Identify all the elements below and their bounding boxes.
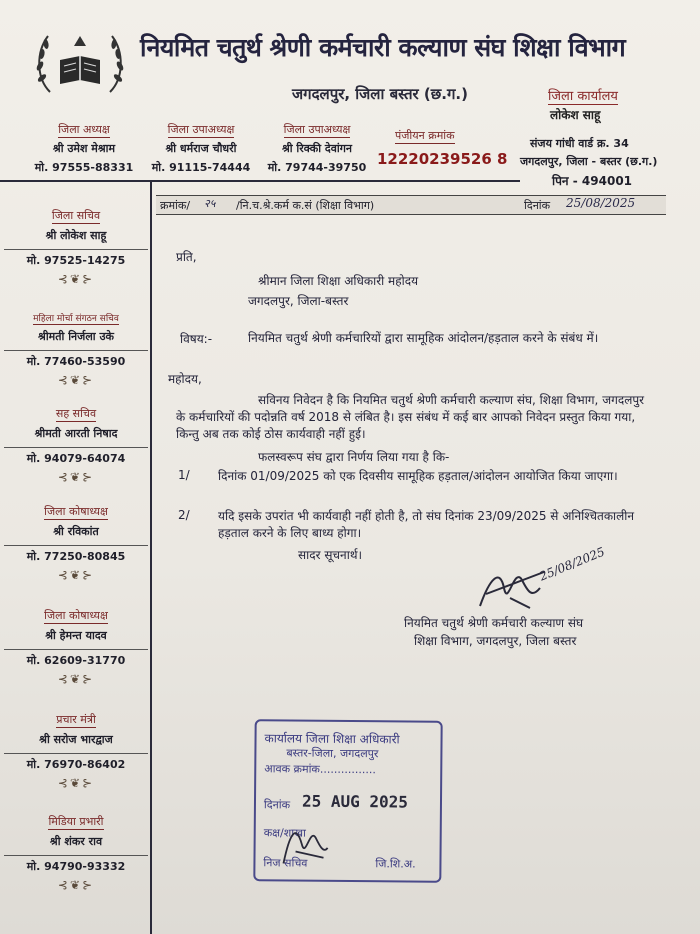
stamp-office: कार्यालय जिला शिक्षा अधिकारी <box>264 731 400 747</box>
point-2-text: यदि इसके उपरांत भी कार्यवाही नहीं होती है, तो संघ दिनांक 23/09/2025 से अनिश्चितकालीन हड़ताल करने के लिए बाध्य होगा। <box>218 509 635 540</box>
signatory-line-2: शिक्षा विभाग, जगदलपुर, जिला बस्तर <box>414 634 577 648</box>
subject-label: विषय:- <box>180 332 213 346</box>
stamp-deo: जि.शि.अ. <box>375 857 416 871</box>
officer-phone: मो. 91115-74444 <box>151 161 251 174</box>
reference-bar <box>156 195 666 215</box>
to-label: प्रति, <box>176 250 197 264</box>
side-officer-treasurer-2 <box>4 604 148 686</box>
officer-name: श्री रिक्की देवांगन <box>281 142 353 155</box>
officer-role: महिला मोर्चा संगठन सचिव <box>33 311 119 325</box>
officer-phone: मो. 79744-39750 <box>267 161 367 174</box>
stamp-location: बस्तर-जिला, जगदलपुर <box>286 746 379 761</box>
header-divider <box>0 180 520 182</box>
stamp-date: 25 AUG 2025 <box>301 791 409 812</box>
office-pin: पिन - 494001 <box>552 174 633 188</box>
officer-role: प्रचार मंत्री <box>56 713 96 726</box>
salutation: महोदय, <box>168 372 202 386</box>
point-1-text: दिनांक 01/09/2025 को एक दिवसीय सामूहिक हड़ताल/आंदोलन आयोजित किया जाएगा। <box>218 469 618 483</box>
reference-label: क्रमांक/ <box>160 199 191 212</box>
officer-vice-president-2 <box>258 118 376 175</box>
officer-name: श्री धर्मराज चौधरी <box>165 142 237 155</box>
recipient: श्रीमान जिला शिक्षा अधिकारी महोदय <box>258 274 419 288</box>
subject-text: नियमित चतुर्थ श्रेणी कर्मचारियों द्वारा सामूहिक आंदोलन/हड़ताल करने के संबंध में। <box>248 331 599 345</box>
officer-name: श्रीमती निर्जला उके <box>38 330 114 343</box>
office-heading: जिला कार्यालय <box>548 86 618 105</box>
officer-phone: मो. 94079-64074 <box>4 447 148 466</box>
signatory-line-1: नियमित चतुर्थ श्रेणी कर्मचारी कल्याण संघ <box>404 616 584 630</box>
office-address-line-2: जगदलपुर, जिला - बस्तर (छ.ग.) <box>520 155 658 168</box>
ornament-divider: ⊰❦⊱ <box>57 568 95 582</box>
officer-name: श्री रविकांत <box>53 525 99 538</box>
office-name: लोकेश साहू <box>550 108 601 122</box>
ornament-divider: ⊰❦⊱ <box>57 373 95 387</box>
reference-number: २५ <box>204 197 216 210</box>
officer-name: श्रीमती आरती निषाद <box>34 427 118 440</box>
officer-name: श्री उमेश मेश्राम <box>52 142 116 155</box>
ornament-divider: ⊰❦⊱ <box>57 470 95 484</box>
officer-role: जिला कोषाध्यक्ष <box>44 609 108 622</box>
ornament-divider: ⊰❦⊱ <box>57 272 95 286</box>
recipient-address: जगदलपुर, जिला-बस्तर <box>248 294 349 308</box>
officer-role: सह सचिव <box>55 407 97 420</box>
registration-label: पंजीयन क्रमांक <box>395 129 455 142</box>
officer-name: श्री शंकर राव <box>49 835 103 848</box>
officer-role: जिला अध्यक्ष <box>58 123 110 136</box>
point-1-number: 1/ <box>178 468 190 482</box>
officer-vice-president-1 <box>140 118 262 175</box>
officer-role: जिला सचिव <box>51 209 101 222</box>
officer-phone: मो. 97525-14275 <box>4 249 148 268</box>
officer-name: श्री सरोज भारद्वाज <box>39 733 113 746</box>
stamp-private-secretary: निज सचिव <box>263 856 308 870</box>
book-wreath-logo-icon <box>30 22 130 106</box>
side-officer-co-secretary <box>4 402 148 484</box>
officer-phone: मो. 77250-80845 <box>4 545 148 564</box>
officer-role: जिला कोषाध्यक्ष <box>44 505 108 518</box>
receipt-stamp <box>253 719 442 883</box>
stamp-date-label: दिनांक <box>263 798 291 812</box>
point-2-number: 2/ <box>178 508 190 522</box>
organization-title: नियमित चतुर्थ श्रेणी कर्मचारी कल्याण संघ शिक्षा विभाग <box>140 33 626 62</box>
registration-number: 12220239526 8 <box>377 150 508 168</box>
ornament-divider: ⊰❦⊱ <box>57 672 95 686</box>
officer-phone: मो. 94790-93332 <box>4 855 148 874</box>
sidebar-divider <box>150 182 152 934</box>
organization-address: जगदलपुर, जिला बस्तर (छ.ग.) <box>292 85 468 103</box>
ornament-divider: ⊰❦⊱ <box>57 776 95 790</box>
side-officer-treasurer-1 <box>4 500 148 582</box>
officer-district-president <box>24 118 144 175</box>
ornament-divider: ⊰❦⊱ <box>57 878 95 892</box>
office-address-line-1: संजय गांधी वार्ड क्र. 34 <box>530 137 629 150</box>
date-label: दिनांक <box>524 199 551 212</box>
side-officer-women-secretary <box>4 306 148 387</box>
closing: सादर सूचनार्थ। <box>298 548 363 562</box>
paragraph-2: फलस्वरूप संघ द्वारा निर्णय लिया गया है कि- <box>258 450 450 464</box>
letter-date: 25/08/2025 <box>566 196 636 210</box>
officer-phone: मो. 97555-88331 <box>34 161 134 174</box>
officer-phone: मो. 76970-86402 <box>4 753 148 772</box>
officer-role: जिला उपाअध्यक्ष <box>167 123 235 136</box>
side-officer-media-incharge <box>4 810 148 892</box>
reference-suffix: /नि.च.श्रे.कर्म क.सं (शिक्षा विभाग) <box>236 199 375 212</box>
officer-name: श्री लोकेश साहू <box>45 229 107 242</box>
officer-phone: मो. 77460-53590 <box>4 350 148 369</box>
stamp-inward-number: आवक क्रमांक................ <box>264 762 376 777</box>
officer-role: मिडिया प्रभारी <box>48 815 104 828</box>
stamp-signature-icon <box>275 813 336 874</box>
side-officer-secretary <box>4 204 148 286</box>
side-officer-publicity-minister <box>4 708 148 790</box>
officer-phone: मो. 62609-31770 <box>4 649 148 668</box>
officer-role: जिला उपाअध्यक्ष <box>283 123 351 136</box>
stamp-section: कक्ष/शाखा <box>263 826 306 840</box>
officer-name: श्री हेमन्त यादव <box>45 629 107 642</box>
paragraph-1: सविनय निवेदन है कि नियमित चतुर्थ श्रेणी कर्मचारी कल्याण संघ, शिक्षा विभाग, जगदलपुर के कर्मचारियों की पदोन्नति वर्ष 2018 से लंबित है। इस संबंध में कई बार आपको निवेदन प्रस्तुत किया गया, किन्तु अब तक कोई ठोस कार्यवाही नहीं हुई। <box>176 393 645 441</box>
signature-date: 25/08/2025 <box>537 544 607 584</box>
